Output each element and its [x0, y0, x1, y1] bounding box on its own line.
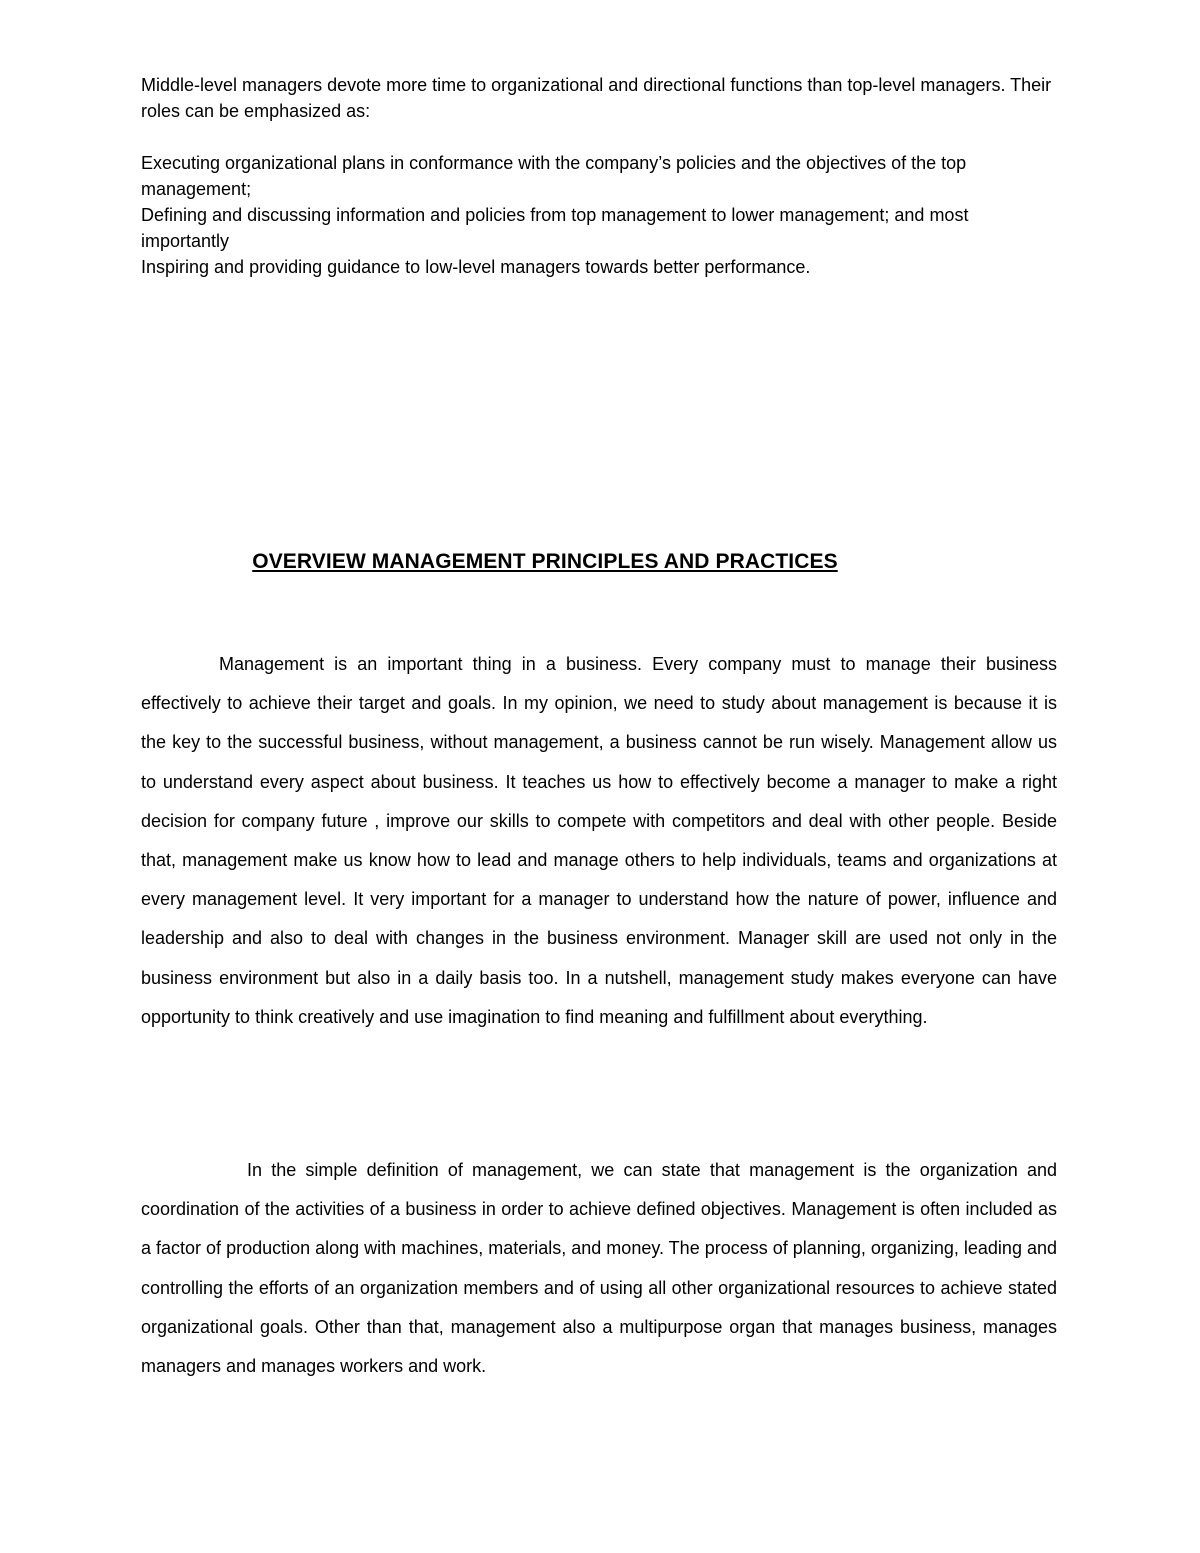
intro-section: [141, 72, 1061, 280]
intro-spacer: [141, 124, 1061, 150]
body-paragraph-1: Management is an important thing in a business. Every company must to manage their business effectively to achieve their target and goals. In my opinion, we need to study about management is because it is the key to the successful business, without management, a business cannot be run wisely. Management allow us to understand every aspect about business. It teaches us how to effectively become a manager to make a right decision for company future , improve our skills to compete with competitors and deal with other people. Beside that, management make us know how to lead and manage others to help individuals, teams and organizations at every management level. It very important for a manager to understand how the nature of power, influence and leadership and also to deal with changes in the business environment. Manager skill are used not only in the business environment but also in a daily basis too. In a nutshell, management study makes everyone can have opportunity to think creatively and use imagination to find meaning and fulfillment about everything.: [141, 654, 1057, 1027]
role-item-1: Executing organizational plans in conformance with the company’s policies and the objectives of the top management;: [141, 153, 967, 199]
intro-lead: Middle-level managers devote more time to organizational and directional functions than top-level managers. Their roles can be emphasized as:: [141, 75, 1052, 121]
role-item-3: Inspiring and providing guidance to low-level managers towards better performance.: [141, 257, 811, 277]
section-heading: OVERVIEW MANAGEMENT PRINCIPLES AND PRACTICES: [252, 550, 838, 573]
body-paragraph-2: In the simple definition of management, we can state that management is the organization and coordination of the activities of a business in order to achieve defined objectives. Management is often included as a factor of production along with machines, materials, and money. The process of planning, organizing, leading and controlling the efforts of an organization members and of using all other organizational resources to achieve stated organizational goals. Other than that, management also a multipurpose organ that manages business, manages managers and manages workers and work.: [141, 1160, 1057, 1377]
role-item-2: Defining and discussing information and policies from top management to lower management; and most importantly: [141, 205, 969, 251]
